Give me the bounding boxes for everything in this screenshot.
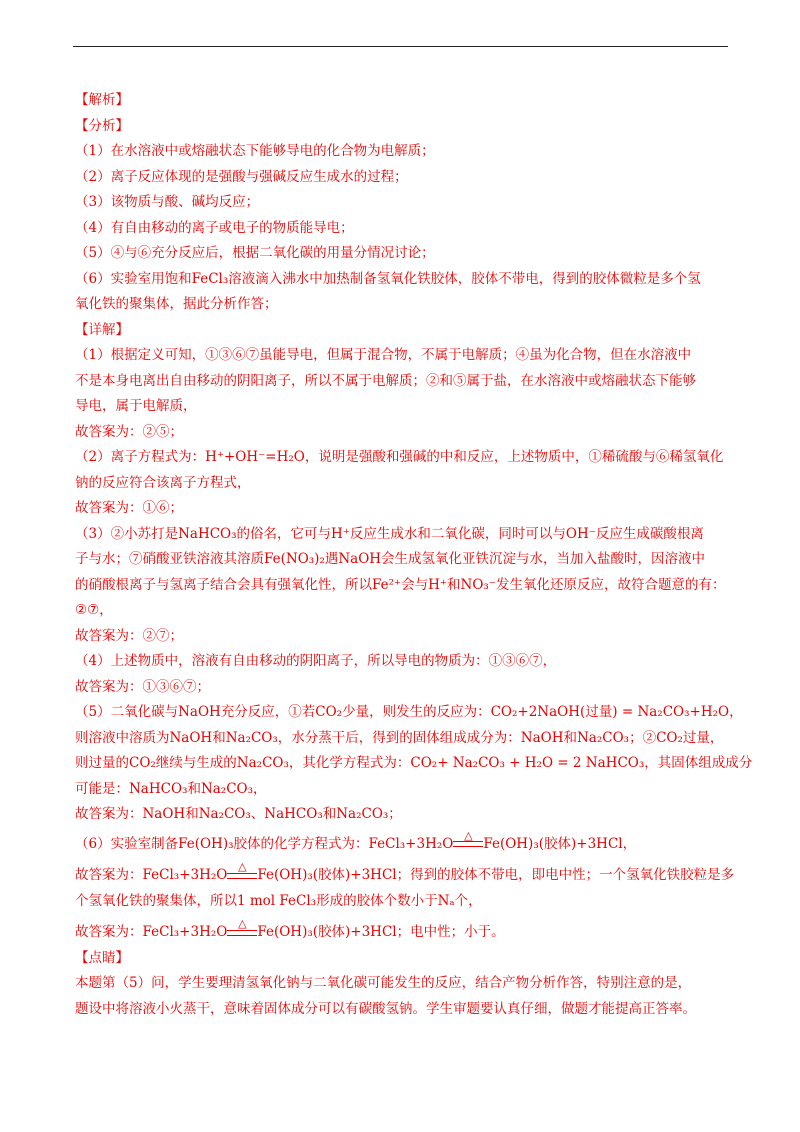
detail-line: 不是本身电离出自由移动的阴阳离子，所以不属于电解质；②和⑤属于盐，在水溶液中或熔融状态下能够 — [75, 372, 696, 389]
detail-line: 导电，属于电解质， — [75, 398, 197, 414]
answer-line — [75, 917, 735, 946]
detail-line: 个氢氧化铁的聚集体，所以1 mol FeCl₃形成的胶体个数小于Nₐ个， — [75, 892, 482, 909]
top-rule — [73, 46, 728, 47]
analysis-line: （2）离子反应体现的是强酸与强碱反应生成水的过程； — [75, 168, 408, 185]
detail-line: 子与水；⑦硝酸亚铁溶液其溶质Fe(NO₃)₂遇NaOH会生成氢氧化亚铁沉淀与水，当加入盐酸时，因溶液中 — [75, 551, 706, 567]
detail-line: 则过量的CO₂继续与生成的Na₂CO₃，其化学方程式为：CO₂+ Na₂CO₃ + H₂O = 2 NaHCO₃，其固体组成成分 — [75, 755, 753, 771]
section-header-xiangjie: 【详解】 — [75, 321, 129, 338]
answer-line: 故答案为：②⑦； — [75, 627, 183, 644]
section-header-fenxi: 【分析】 — [75, 117, 129, 134]
detail-line: （2）离子方程式为：H⁺+OH⁻=H₂O，说明是强酸和强碱的中和反应，上述物质中，①稀硫酸与⑥稀氢氧化 — [75, 449, 724, 465]
detail-line: 钠的反应符合该离子方程式， — [75, 474, 251, 491]
document-body — [75, 88, 753, 1022]
detail-line: （1）根据定义可知，①③⑥⑦虽能导电，但属于混合物，不属于电解质；④虽为化合物，但在水溶液中 — [75, 347, 692, 363]
remark-line: 本题第（5）问，学生要理清氢氧化钠与二氧化碳可能发生的反应，结合产物分析作答，特别注意的是， — [75, 975, 692, 991]
delta-icon: △ — [238, 917, 247, 930]
detail-line: 的硝酸根离子与氢离子结合会具有强氧化性，所以Fe²⁺会与H⁺和NO₃⁻发生氧化还原反应，故符合题意的有： — [75, 576, 726, 593]
delta-icon: △ — [464, 828, 473, 842]
analysis-line: 氧化铁的聚集体，据此分析作答； — [75, 296, 278, 312]
detail-line: 则溶液中溶质为NaOH和Na₂CO₃，水分蒸干后，得到的固体组成成分为：NaOH和Na₂CO₃；②CO₂过量， — [75, 729, 724, 746]
answer-line: 故答案为：NaOH和Na₂CO₃、NaHCO₃和Na₂CO₃； — [75, 806, 402, 822]
analysis-line: （4）有自由移动的离子或电子的物质能导电； — [75, 219, 354, 236]
remark-line: 题设中将溶液小火蒸干，意味着固体成分可以有碳酸氢钠。学生审题要认真仔细，做题才能提高正答率。 — [75, 1000, 696, 1017]
equation-text: 故答案为：FeCl₃+3H₂O — [75, 867, 228, 883]
answer-line: 故答案为：②⑤； — [75, 423, 183, 440]
analysis-line: （1）在水溶液中或熔融状态下能够导电的化合物为电解质； — [75, 143, 435, 159]
equation-line-6 — [75, 828, 735, 858]
equation-text: （6）实验室制备Fe(OH)₃胶体的化学方程式为：FeCl₃+3H₂O — [75, 835, 454, 852]
detail-line: ②⑦， — [75, 602, 113, 618]
answer-line — [75, 860, 735, 889]
detail-line: （5）二氧化碳与NaOH充分反应，①若CO₂少量，则发生的反应为：CO₂+2NaOH(过量) = Na₂CO₃+H₂O， — [75, 704, 743, 720]
delta-icon: △ — [238, 860, 247, 873]
analysis-line: （6）实验室用饱和FeCl₃溶液滴入沸水中加热制备氢氧化铁胶体，胶体不带电，得到的胶体微粒是多个氢 — [75, 270, 701, 287]
equation-text: 故答案为：FeCl₃+3H₂O — [75, 924, 228, 940]
equation-text: Fe(OH)₃(胶体)+3HCl， — [483, 835, 637, 852]
analysis-line: （5）④与⑥充分反应后，根据二氧化碳的用量分情况讨论； — [75, 245, 435, 261]
detail-line: （4）上述物质中，溶液有自由移动的阴阳离子，所以导电的物质为：①③⑥⑦， — [75, 653, 557, 669]
answer-line: 故答案为：①③⑥⑦； — [75, 678, 210, 695]
detail-line: （3）②小苏打是NaHCO₃的俗名，它可与H⁺反应生成水和二氧化碳，同时可以与OH⁻反应生成碳酸根离 — [75, 525, 704, 542]
analysis-line: （3）该物质与酸、碱均反应； — [75, 194, 260, 210]
answer-line: 故答案为：①⑥； — [75, 500, 183, 516]
detail-line: 可能是：NaHCO₃和Na₂CO₃， — [75, 780, 267, 797]
section-header-dianjing: 【点睛】 — [75, 949, 129, 966]
heating-equals-sign — [227, 917, 257, 946]
heating-equals-sign — [227, 860, 257, 889]
equation-text: Fe(OH)₃(胶体)+3HCl；得到的胶体不带电，即电中性；一个氢氧化铁胶粒是多 — [257, 867, 735, 883]
equation-text: Fe(OH)₃(胶体)+3HCl；电中性；小于。 — [257, 924, 505, 940]
section-header-jiexi: 【解析】 — [75, 92, 129, 108]
heating-equals-sign — [453, 828, 483, 858]
